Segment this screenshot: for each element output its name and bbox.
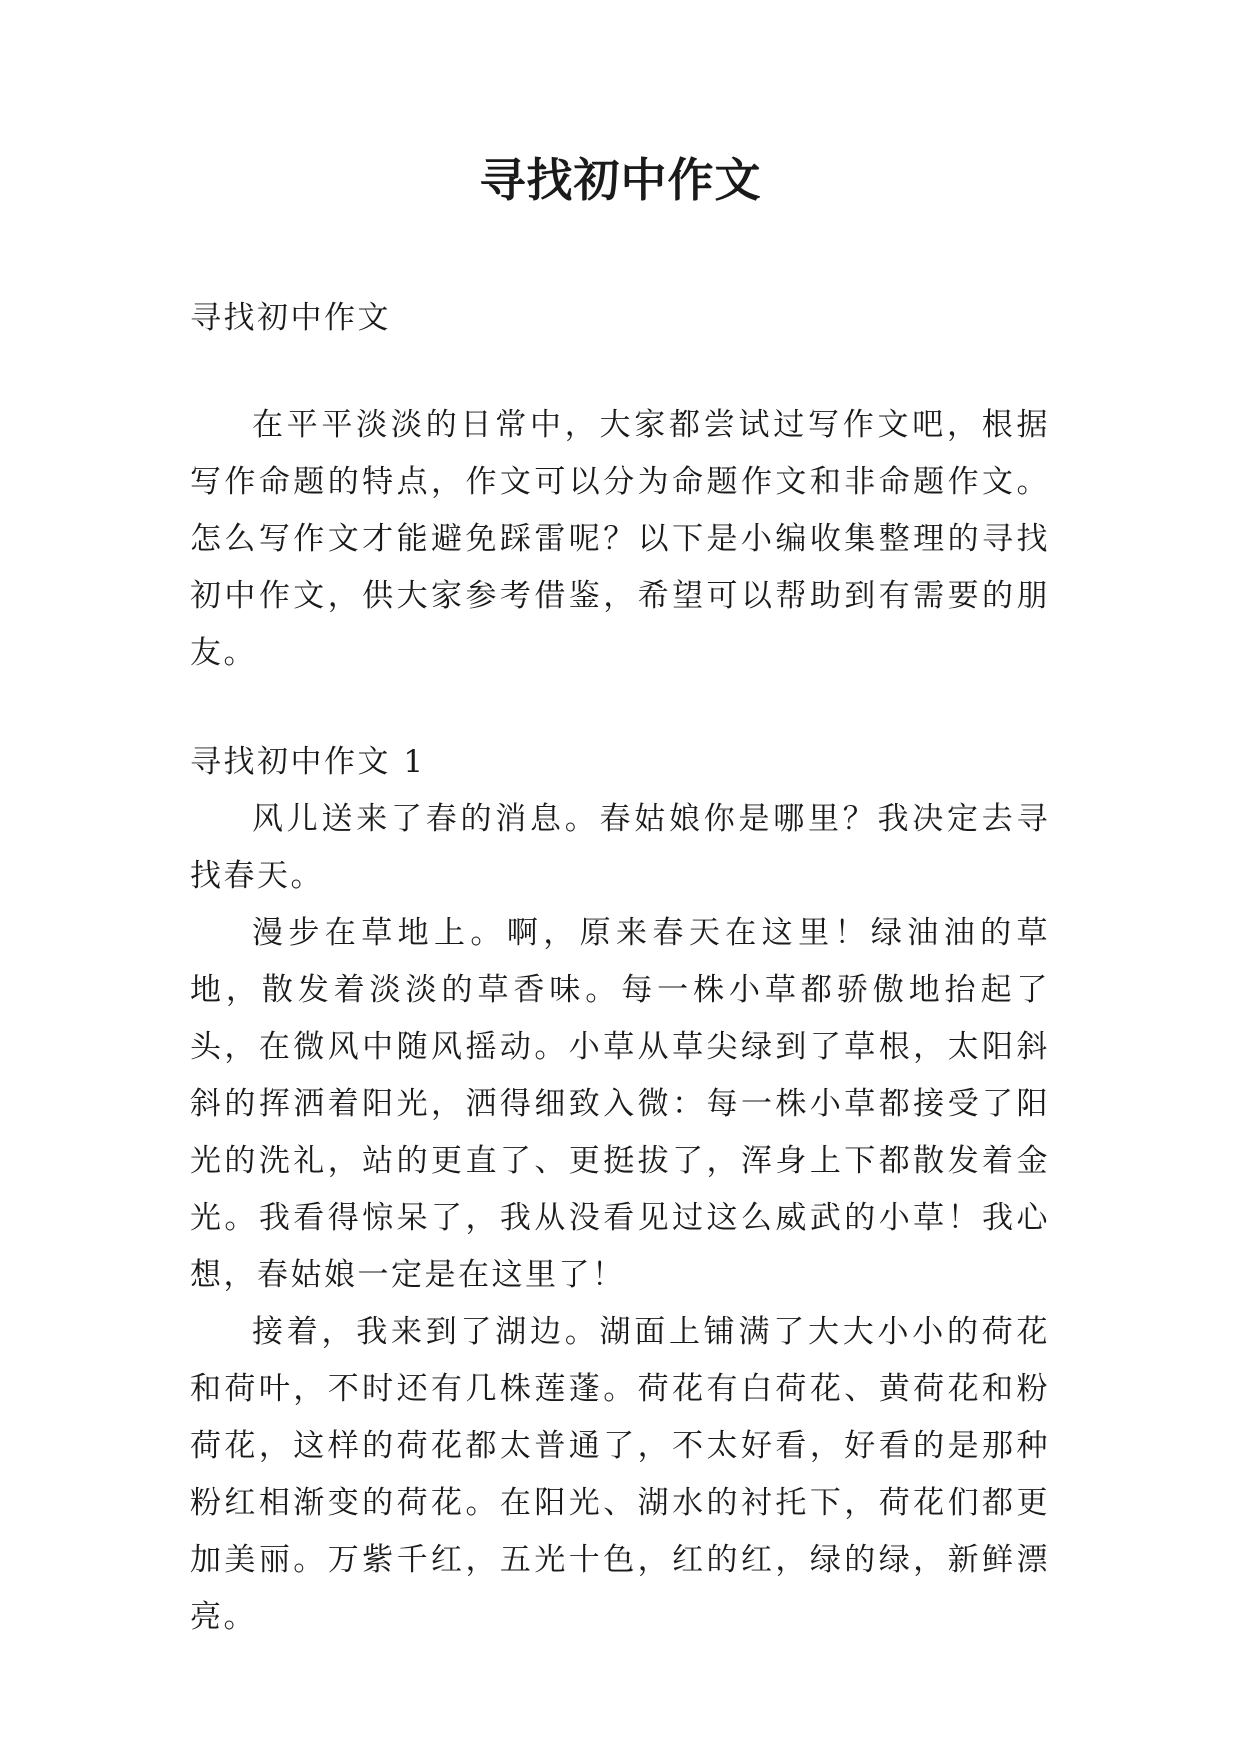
- body-paragraph: 漫步在草地上。啊，原来春天在这里！绿油油的草地，散发着淡淡的草香味。每一株小草都骄傲地抬起了头，在微风中随风摇动。小草从草尖绿到了草根，太阳斜斜的挥洒着阳光，洒得细致入微：每一株小草都接受了阳光的洗礼，站的更直了、更挺拔了，浑身上下都散发着金光。我看得惊呆了，我从没看见过这么威武的小草！我心想，春姑娘一定是在这里了！: [190, 915, 1050, 1293]
- section-heading: 寻找初中作文 1: [190, 744, 426, 780]
- document-title: 寻找初中作文: [479, 153, 762, 207]
- body-paragraph: 风儿送来了春的消息。春姑娘你是哪里？我决定去寻找春天。: [190, 801, 1050, 894]
- document-body: [190, 290, 1050, 1646]
- document-subtitle: 寻找初中作文: [190, 300, 391, 336]
- body-paragraph: 接着，我来到了湖边。湖面上铺满了大大小小的荷花和荷叶，不时还有几株莲蓬。荷花有白荷花、黄荷花和粉荷花，这样的荷花都太普通了，不太好看，好看的是那种粉红相渐变的荷花。在阳光、湖水的衬托下，荷花们都更加美丽。万紫千红，五光十色，红的红，绿的绿，新鲜漂亮。: [190, 1314, 1050, 1635]
- intro-paragraph: 在平平淡淡的日常中，大家都尝试过写作文吧，根据写作命题的特点，作文可以分为命题作文和非命题作文。怎么写作文才能避免踩雷呢？以下是小编收集整理的寻找初中作文，供大家参考借鉴，希望可以帮助到有需要的朋友。: [190, 407, 1050, 671]
